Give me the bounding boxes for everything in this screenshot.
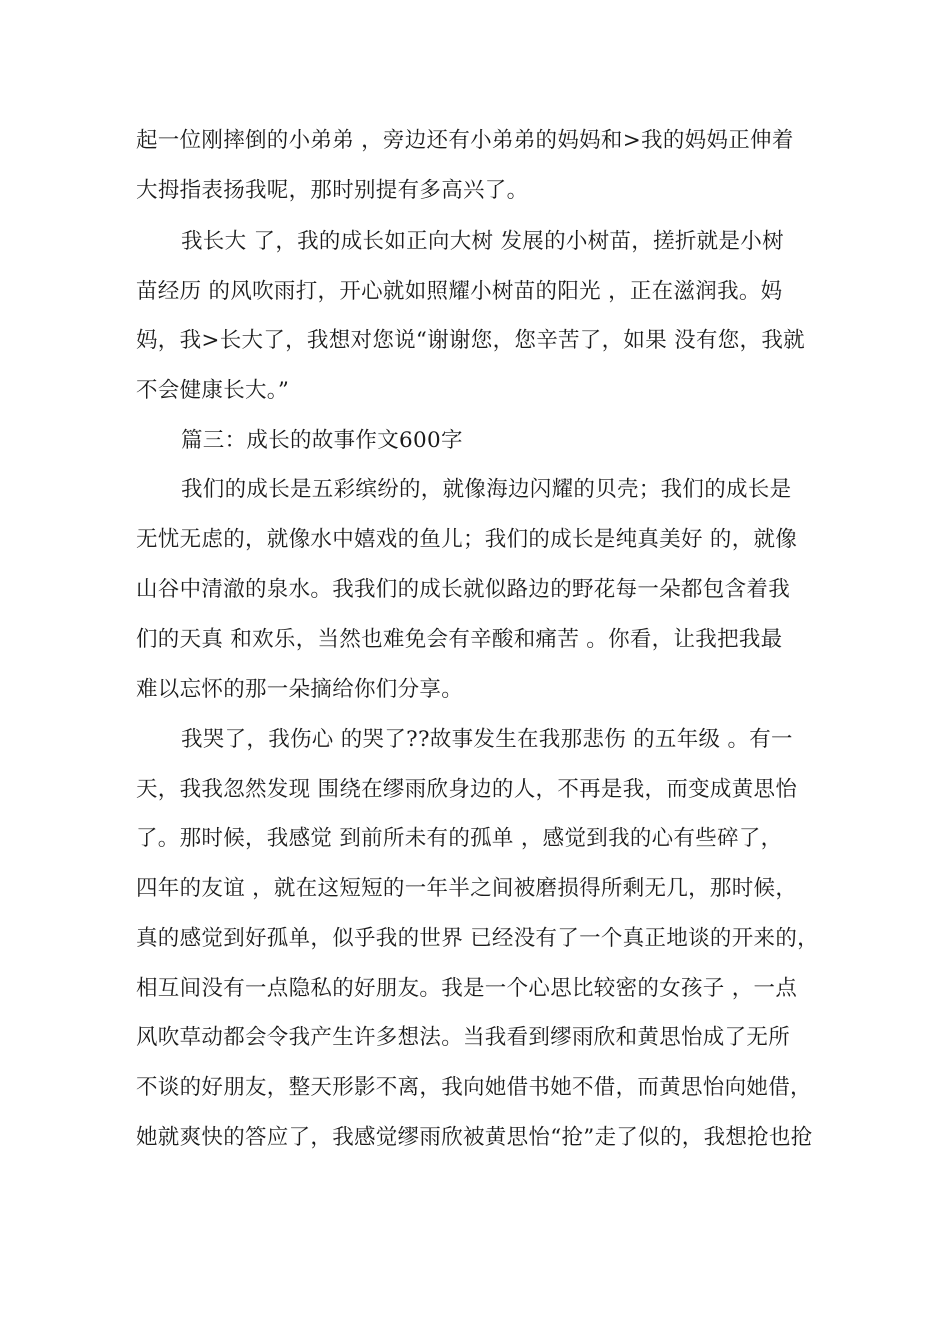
text-line: 难以忘怀的那一朵摘给你们分享。 <box>136 677 464 702</box>
text-line: 天，我我忽然发现 围绕在缪雨欣身边的人，不再是我，而变成黄思怡 <box>136 777 798 802</box>
paragraph-start-line: 我哭了，我伤心 的哭了??故事发生在我那悲伤 的五年级 。有一 <box>181 727 793 752</box>
text-line: 相互间没有一点隐私的好朋友。我是一个心思比较密的女孩子 ，一点 <box>136 976 798 1001</box>
text-line: 不谈的好朋友，整天形影不离，我向她借书她不借，而黄思怡向她借， <box>136 1075 812 1100</box>
text-line: 四年的友谊 ，就在这短短的一年半之间被磨损得所剩无几，那时候， <box>136 876 798 901</box>
text-line: 起一位刚摔倒的小弟弟 ，旁边还有小弟弟的妈妈和>我的妈妈正伸着 <box>136 128 794 153</box>
text-line: 大拇指表扬我呢，那时别提有多高兴了。 <box>136 178 529 203</box>
section-heading: 篇三：成长的故事作文600字 <box>181 428 463 453</box>
text-line: 山谷中清澈的泉水。我我们的成长就似路边的野花每一朵都包含着我 <box>136 577 791 602</box>
text-line: 她就爽快的答应了，我感觉缪雨欣被黄思怡“抢”走了似的，我想抢也抢 <box>136 1125 813 1150</box>
text-line: 不会健康长大。” <box>136 378 290 403</box>
text-line: 真的感觉到好孤单，似乎我的世界 已经没有了一个真正地谈的开来的， <box>136 926 819 951</box>
text-line: 妈，我>长大了，我想对您说“谢谢您，您辛苦了，如果 没有您，我就 <box>136 328 805 353</box>
text-line: 苗经历 的风吹雨打，开心就如照耀小树苗的阳光 ，正在滋润我。妈 <box>136 279 783 304</box>
text-line: 风吹草动都会令我产生许多想法。当我看到缪雨欣和黄思怡成了无所 <box>136 1025 791 1050</box>
text-line: 了。那时候，我感觉 到前所未有的孤单 ，感觉到我的心有些碎了， <box>136 826 783 851</box>
paragraph-start-line: 我们的成长是五彩缤纷的，就像海边闪耀的贝壳；我们的成长是 <box>181 477 792 502</box>
paragraph-start-line: 我长大 了，我的成长如正向大树 发展的小树苗，搓折就是小树 <box>181 229 784 254</box>
text-line: 们的天真 和欢乐，当然也难免会有辛酸和痛苦 。你看，让我把我最 <box>136 627 783 652</box>
text-line: 无忧无虑的，就像水中嬉戏的鱼儿；我们的成长是纯真美好 的，就像 <box>136 527 798 552</box>
